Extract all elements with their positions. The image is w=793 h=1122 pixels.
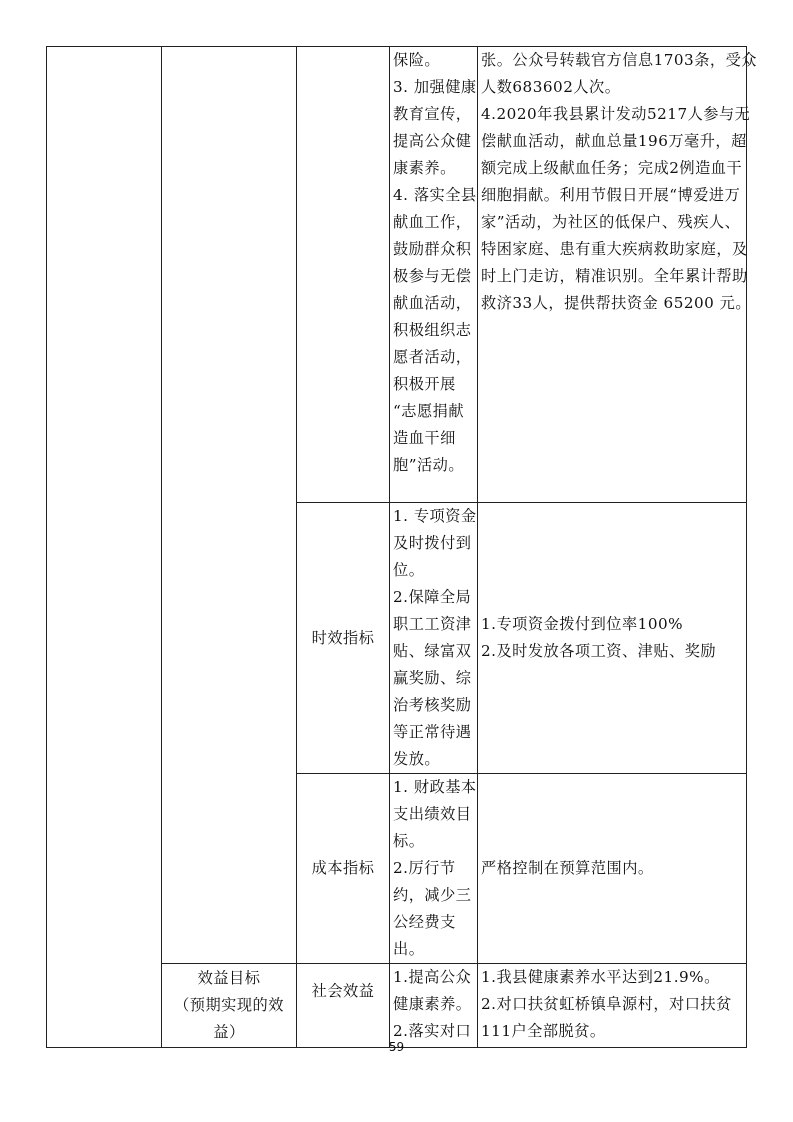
- indicator-label: 时效指标: [311, 628, 375, 647]
- page-number: 59: [388, 1040, 405, 1054]
- measures-text: 1. 专项资金 及时拨付到 位。 2.保障全局 职工工资津 贴、绿富双 赢奖励、综 治考核奖励 等正常待遇 发放。: [393, 507, 477, 768]
- indicator-label-cell: [297, 964, 390, 1048]
- results-cell: [478, 964, 747, 1048]
- results-cell: [478, 503, 747, 774]
- measures-text: 保险。 3. 加强健康 教育宣传， 提高公众健 康素养。 4. 落实全县 献血工作， 鼓励群众积 极参与无偿 献血活动， 积极组织志 愿者活动， 积极开展 “志愿捐献 造血干细 胞”活动。: [393, 51, 477, 474]
- measures-text: 1.提高公众 健康素养。 2.落实对口: [393, 968, 472, 1040]
- results-text: 1.专项资金拨付到位率100% 2.及时发放各项工资、津贴、奖励: [481, 615, 717, 660]
- results-text: 1.我县健康素养水平达到21.9%。 2.对口扶贫虹桥镇阜源村，对口扶贫 111户全部脱贫。: [481, 968, 732, 1040]
- empty-cell-col2: [162, 47, 297, 964]
- results-cell: [478, 774, 747, 964]
- measures-cell: [390, 47, 478, 503]
- performance-table: [46, 46, 757, 1048]
- results-cell: [478, 47, 757, 503]
- benefit-target-label: 效益目标 （预期实现的效 益）: [174, 969, 284, 1041]
- indicator-label-cell: [297, 774, 390, 964]
- measures-cell: [390, 503, 478, 774]
- measures-text: 1. 财政基本 支出绩效目 标。 2.厉行节 约，减少三 公经费支 出。: [393, 778, 477, 958]
- empty-cell-col3: [297, 47, 390, 503]
- table-row: [47, 47, 747, 503]
- measures-cell: [390, 774, 478, 964]
- results-text: 严格控制在预算范围内。: [481, 859, 654, 877]
- benefit-target-cell: [162, 964, 297, 1048]
- indicator-label-cell: [297, 503, 390, 774]
- indicator-label: 社会效益: [311, 982, 375, 1000]
- empty-cell-col1: [47, 47, 162, 1048]
- indicator-label: 成本指标: [311, 859, 375, 877]
- measures-cell: [390, 964, 478, 1048]
- results-text: 张。公众号转载官方信息1703条，受众 人数683602人次。 4.2020年我县累计发动5217人参与无 偿献血活动，献血总量196万毫升，超 额完成上级献血任务；完成2例造血干 细胞捐献。利用节假日开展“博爱进万 家”活动，为社区的低保户、残疾人、 特困家庭、患有重大疾病救助家庭，及 时上门走访，精准识别。全年累计帮助 救济33人，提供帮扶资金 65200 元。: [481, 51, 757, 312]
